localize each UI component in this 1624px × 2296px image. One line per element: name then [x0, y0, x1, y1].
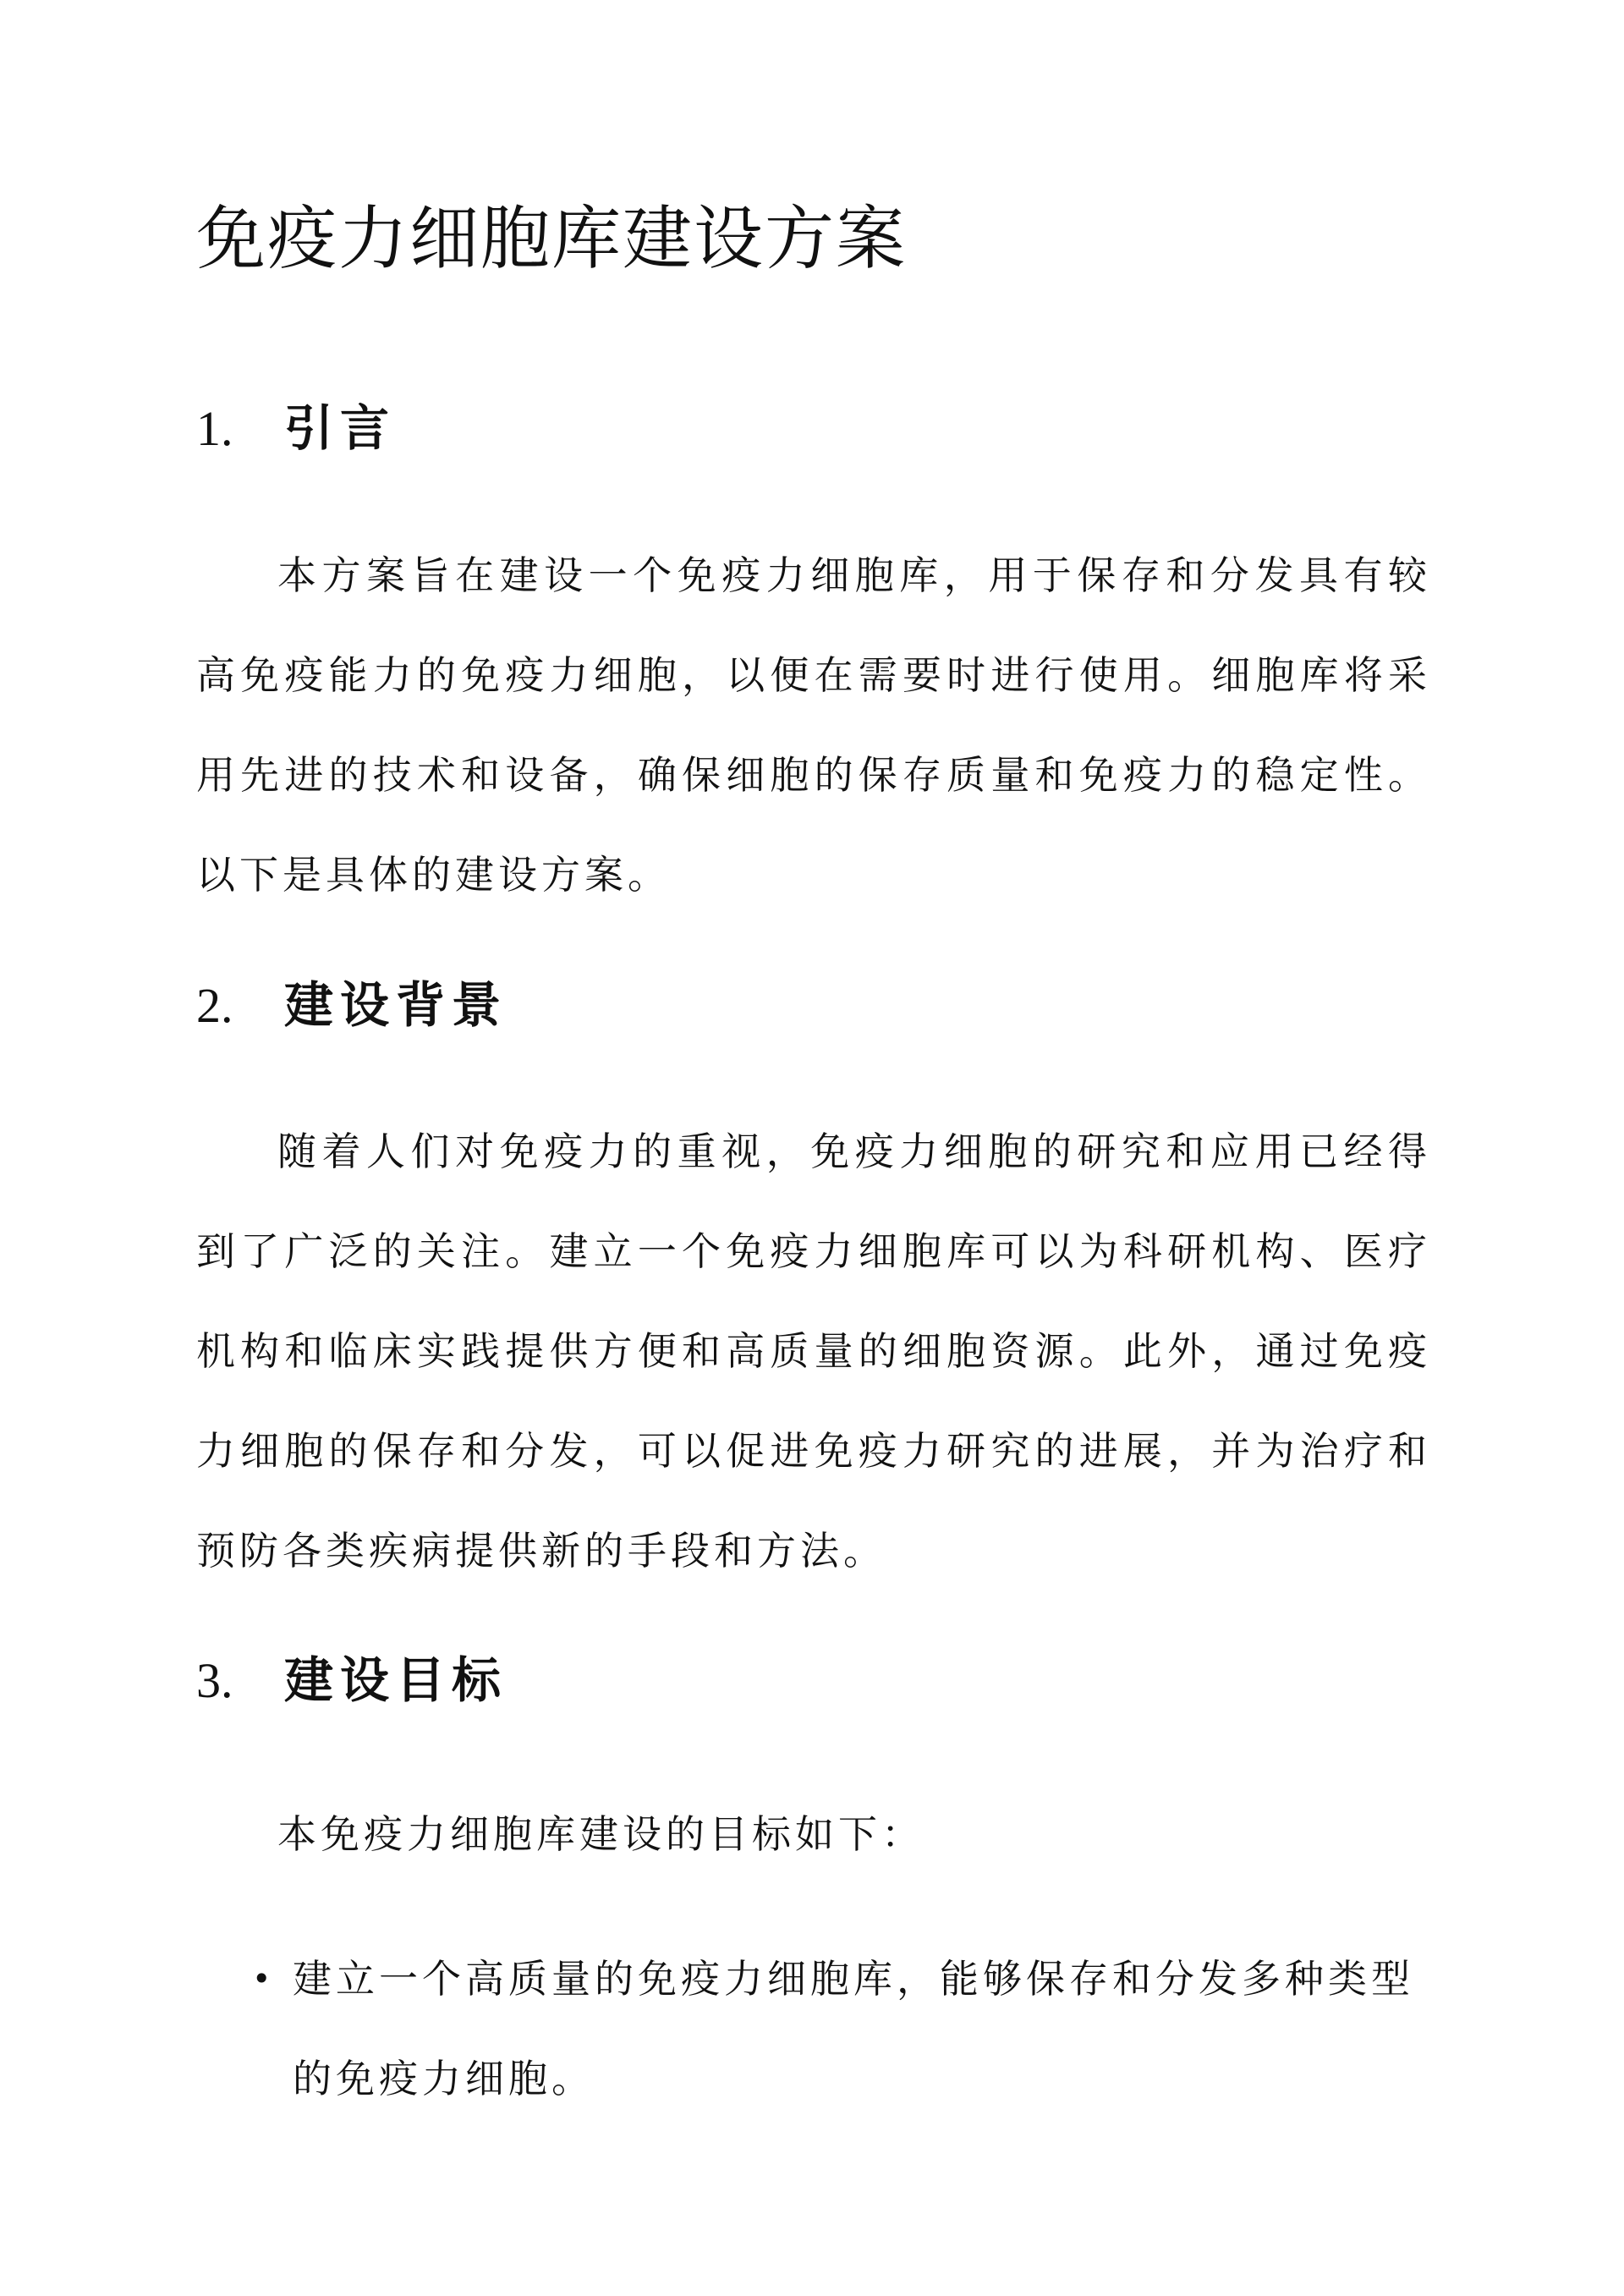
section-title-2: 建设背景	[284, 976, 508, 1034]
section-title-3: 建设目标	[284, 1651, 508, 1709]
goal-list-item	[252, 1929, 1418, 2128]
section-title-1: 引言	[284, 399, 397, 457]
bullet-icon: •	[252, 1960, 276, 1997]
section-heading-1	[196, 394, 396, 463]
document-title: 免疫力细胞库建设方案	[196, 199, 908, 279]
section-1-paragraph: 本方案旨在建设一个免疫力细胞库，用于保存和分发具有较高免疫能力的免疫力细胞，以便在需要时进行使用。细胞库将采用先进的技术和设备，确保细胞的保存质量和免疫力的稳定性。以下是具体的建设方案。	[196, 552, 1431, 898]
section-number-3: 3.	[196, 1653, 233, 1708]
section-number-1: 1.	[196, 401, 233, 456]
section-3-intro: 本免疫力细胞库建设的目标如下：	[277, 1811, 924, 1857]
section-heading-2	[196, 971, 508, 1040]
section-number-2: 2.	[196, 978, 233, 1033]
goal-text: 建立一个高质量的免疫力细胞库，能够保存和分发多种类型的免疫力细胞。	[293, 1956, 1414, 2101]
section-2-paragraph: 随着人们对免疫力的重视，免疫力细胞的研究和应用已经得到了广泛的关注。建立一个免疫力细胞库可以为科研机构、医疗机构和临床实践提供方便和高质量的细胞资源。此外，通过免疫力细胞的保存和分发，可以促进免疫力研究的进展，并为治疗和预防各类疾病提供新的手段和方法。	[196, 1129, 1431, 1574]
section-heading-3	[196, 1646, 508, 1715]
